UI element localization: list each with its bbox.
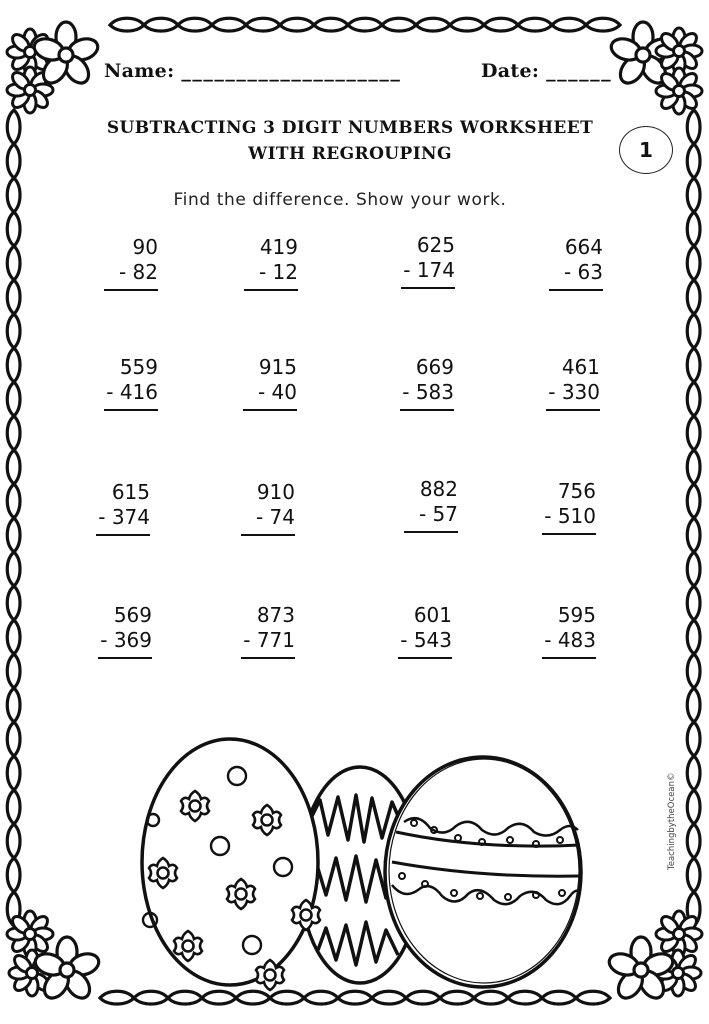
answer-line	[549, 289, 603, 291]
problem-1-4[interactable]	[533, 235, 603, 285]
worksheet-title: SUBTRACTING 3 DIGIT NUMBERS WORKSHEET	[106, 118, 594, 138]
subtrahend: - 771	[243, 628, 295, 652]
name-blank[interactable]: ____________________	[181, 60, 402, 82]
name-field[interactable]	[104, 60, 401, 82]
subtrahend: - 416	[106, 380, 158, 404]
minuend: 461	[561, 355, 600, 379]
chain-border-bottom	[100, 991, 610, 1004]
minuend: 90	[132, 235, 158, 259]
answer-line	[398, 657, 452, 659]
problem-1-3[interactable]	[385, 233, 455, 283]
problem-4-3[interactable]	[382, 603, 452, 653]
minuend: 559	[119, 355, 158, 379]
minuend: 756	[557, 479, 596, 503]
minuend: 625	[416, 233, 455, 257]
page-number: 1	[639, 138, 653, 162]
answer-line	[241, 657, 295, 659]
minuend: 569	[113, 603, 152, 627]
answer-line	[546, 409, 600, 411]
answer-line	[542, 657, 596, 659]
minuend: 615	[111, 480, 150, 504]
minuend: 873	[256, 603, 295, 627]
minuend: 664	[564, 235, 603, 259]
answer-line	[401, 287, 455, 289]
subtrahend: - 40	[257, 380, 297, 404]
name-label: Name:	[104, 60, 175, 82]
minuend: 595	[557, 603, 596, 627]
worksheet-subtitle: WITH REGROUPING	[248, 144, 452, 164]
minuend: 601	[413, 603, 452, 627]
copyright-watermark: TeachingbytheOcean©	[667, 772, 677, 870]
subtrahend: - 330	[548, 380, 600, 404]
flower-cluster-bottom-right	[607, 911, 702, 1003]
problem-1-2[interactable]	[228, 235, 298, 285]
problem-2-1[interactable]	[88, 355, 158, 405]
problem-2-4[interactable]	[530, 355, 600, 405]
minuend: 882	[419, 477, 458, 501]
answer-line	[243, 409, 297, 411]
problem-3-1[interactable]	[80, 480, 150, 530]
subtrahend: - 63	[563, 260, 603, 284]
problem-2-2[interactable]	[227, 355, 297, 405]
subtrahend: - 510	[544, 504, 596, 528]
problem-3-2[interactable]	[225, 480, 295, 530]
minuend: 419	[259, 235, 298, 259]
subtrahend: - 174	[403, 258, 455, 282]
page-number-badge	[619, 126, 673, 174]
flower-dot-egg-icon	[142, 739, 320, 990]
flower-cluster-bottom-left	[7, 911, 101, 1003]
subtrahend: - 57	[418, 502, 458, 526]
subtrahend: - 82	[118, 260, 158, 284]
minuend: 915	[258, 355, 297, 379]
subtrahend: - 369	[100, 628, 152, 652]
subtrahend: - 74	[255, 505, 295, 529]
date-field[interactable]	[481, 60, 612, 82]
problem-3-4[interactable]	[526, 479, 596, 529]
instructions: Find the difference. Show your work.	[173, 190, 507, 210]
flower-cluster-top-left	[7, 22, 100, 113]
answer-line	[400, 409, 454, 411]
chain-border-top	[110, 18, 620, 31]
subtrahend: - 483	[544, 628, 596, 652]
problem-3-3[interactable]	[388, 477, 458, 527]
answer-line	[404, 531, 458, 533]
subtrahend: - 543	[400, 628, 452, 652]
answer-line	[104, 289, 158, 291]
date-label: Date:	[481, 60, 540, 82]
minuend: 669	[415, 355, 454, 379]
chain-border-left	[7, 110, 20, 926]
problem-1-1[interactable]	[88, 235, 158, 285]
answer-line	[96, 534, 150, 536]
answer-line	[241, 534, 295, 536]
chain-border-right	[687, 110, 700, 926]
answer-line	[98, 657, 152, 659]
striped-scallop-egg-icon	[385, 757, 581, 987]
problem-4-4[interactable]	[526, 603, 596, 653]
problem-2-3[interactable]	[384, 355, 454, 405]
subtrahend: - 12	[258, 260, 298, 284]
answer-line	[104, 409, 158, 411]
problem-4-2[interactable]	[225, 603, 295, 653]
flower-cluster-top-right	[609, 22, 702, 114]
problem-4-1[interactable]	[82, 603, 152, 653]
subtrahend: - 374	[98, 505, 150, 529]
answer-line	[542, 533, 596, 535]
answer-line	[244, 289, 298, 291]
minuend: 910	[256, 480, 295, 504]
subtrahend: - 583	[402, 380, 454, 404]
date-blank[interactable]: ______	[546, 60, 613, 82]
